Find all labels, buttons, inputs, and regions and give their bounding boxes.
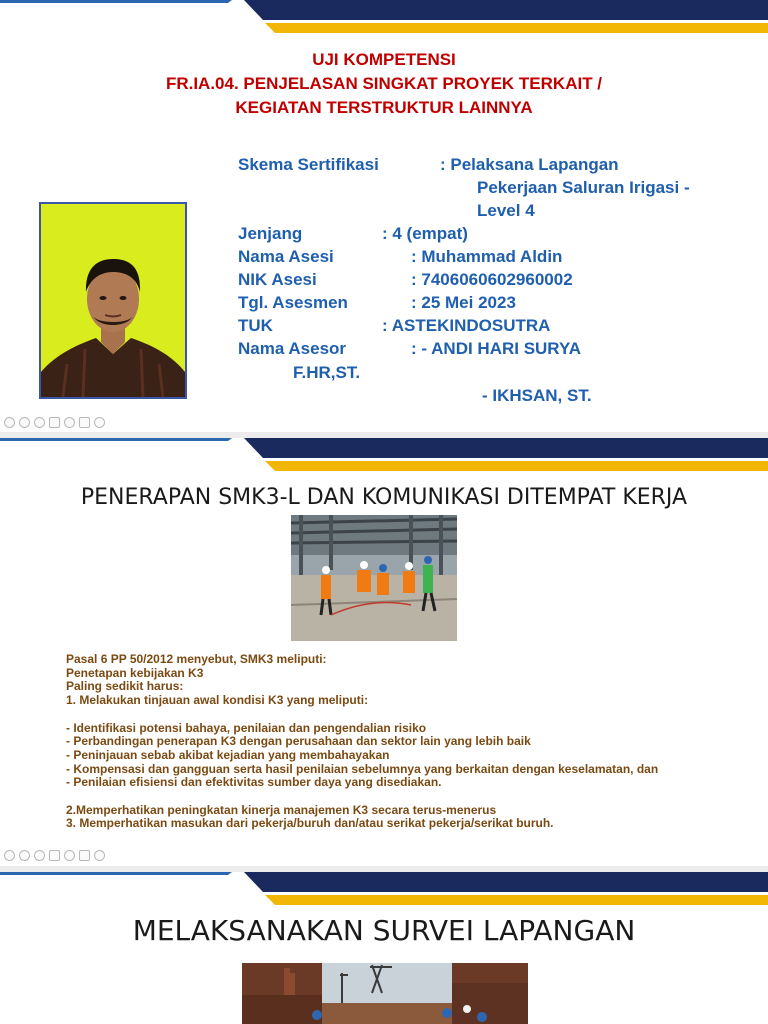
body-line: Paling sedikit harus: — [66, 679, 184, 694]
slide-1 — [0, 0, 768, 432]
nama-asesor-value-2: - IKHSAN, ST. — [482, 386, 592, 405]
subtitle-icon[interactable] — [79, 417, 90, 428]
body-line — [66, 790, 658, 804]
survey-photo — [242, 963, 528, 1024]
header-band — [0, 438, 768, 474]
more-icon[interactable] — [94, 417, 105, 428]
nik-label: NIK Asesi — [238, 270, 317, 289]
body-line — [66, 708, 658, 722]
skema-value-line-3: Level 4 — [477, 201, 535, 220]
zoom-icon[interactable] — [64, 850, 75, 861]
body-line: - Perbandingan penerapan K3 dengan perusahaan dan sektor lain yang lebih baik — [66, 734, 531, 749]
nik-value: : 7406060602960002 — [411, 270, 573, 289]
slides-icon[interactable] — [49, 850, 60, 861]
title-line-2: FR.IA.04. PENJELASAN SINGKAT PROYEK TERKAIT / — [165, 74, 603, 93]
nama-asesi-label: Nama Asesi — [238, 247, 334, 266]
next-icon[interactable] — [19, 417, 30, 428]
jenjang-label: Jenjang — [238, 224, 303, 243]
header-band — [0, 0, 768, 36]
prev-icon[interactable] — [4, 417, 15, 428]
worksite-photo — [291, 515, 457, 641]
smk3-body — [66, 653, 658, 831]
subtitle-icon[interactable] — [79, 850, 90, 861]
pen-icon[interactable] — [34, 850, 45, 861]
skema-value-line-1: : Pelaksana Lapangan — [440, 155, 619, 174]
slide-2 — [0, 438, 768, 866]
skema-value-line-2: Pekerjaan Saluran Irigasi - — [477, 178, 690, 197]
nama-asesi-value: : Muhammad Aldin — [411, 247, 563, 266]
jenjang-value: : 4 (empat) — [382, 224, 468, 243]
body-line: 3. Memperhatikan masukan dari pekerja/buruh dan/atau serikat pekerja/serikat buruh. — [66, 816, 554, 831]
more-icon[interactable] — [94, 850, 105, 861]
slide-2-heading: PENERAPAN SMK3-L DAN KOMUNIKASI DITEMPAT KERJA — [80, 485, 688, 510]
tgl-asesmen-value: : 25 Mei 2023 — [411, 293, 516, 312]
pen-icon[interactable] — [34, 417, 45, 428]
slide-3 — [0, 872, 768, 1024]
skema-label: Skema Sertifikasi — [238, 155, 379, 174]
zoom-icon[interactable] — [64, 417, 75, 428]
prev-icon[interactable] — [4, 850, 15, 861]
body-line: 1. Melakukan tinjauan awal kondisi K3 yang meliputi: — [66, 693, 369, 708]
title-line-3: KEGIATAN TERSTRUKTUR LAINNYA — [235, 98, 533, 117]
body-line: Pasal 6 PP 50/2012 menyebut, SMK3 meliputi: — [66, 652, 327, 666]
next-icon[interactable] — [19, 850, 30, 861]
tuk-value: : ASTEKINDOSUTRA — [382, 316, 551, 335]
tgl-asesmen-label: Tgl. Asesmen — [238, 293, 348, 312]
slide-toolbar — [4, 417, 105, 428]
slides-icon[interactable] — [49, 417, 60, 428]
nama-asesor-value-1-cont: F.HR,ST. — [293, 363, 361, 382]
body-line: - Penilaian efisiensi dan efektivitas sumber daya yang disediakan. — [66, 775, 442, 790]
body-line: - Kompensasi dan gangguan serta hasil penilaian sebelumnya yang berkaitan dengan keselamatan, dan — [66, 761, 659, 776]
body-line: 2.Memperhatikan peningkatan kinerja manajemen K3 secara terus-menerus — [66, 802, 497, 817]
header-band — [0, 872, 768, 908]
nama-asesor-label: Nama Asesor — [238, 339, 347, 358]
slide-3-heading: MELAKSANAKAN SURVEI LAPANGAN — [132, 914, 636, 947]
tuk-label: TUK — [238, 316, 273, 335]
body-line: - Identifikasi potensi bahaya, penilaian dan pengendalian risiko — [66, 720, 427, 735]
body-line: - Peninjauan sebab akibat kejadian yang membahayakan — [66, 747, 390, 762]
slide-toolbar — [4, 850, 105, 861]
candidate-photo — [39, 202, 187, 399]
nama-asesor-value-1: : - ANDI HARI SURYA — [411, 339, 582, 358]
body-line: Penetapan kebijakan K3 — [66, 665, 204, 680]
title-line-1: UJI KOMPETENSI — [312, 50, 456, 69]
